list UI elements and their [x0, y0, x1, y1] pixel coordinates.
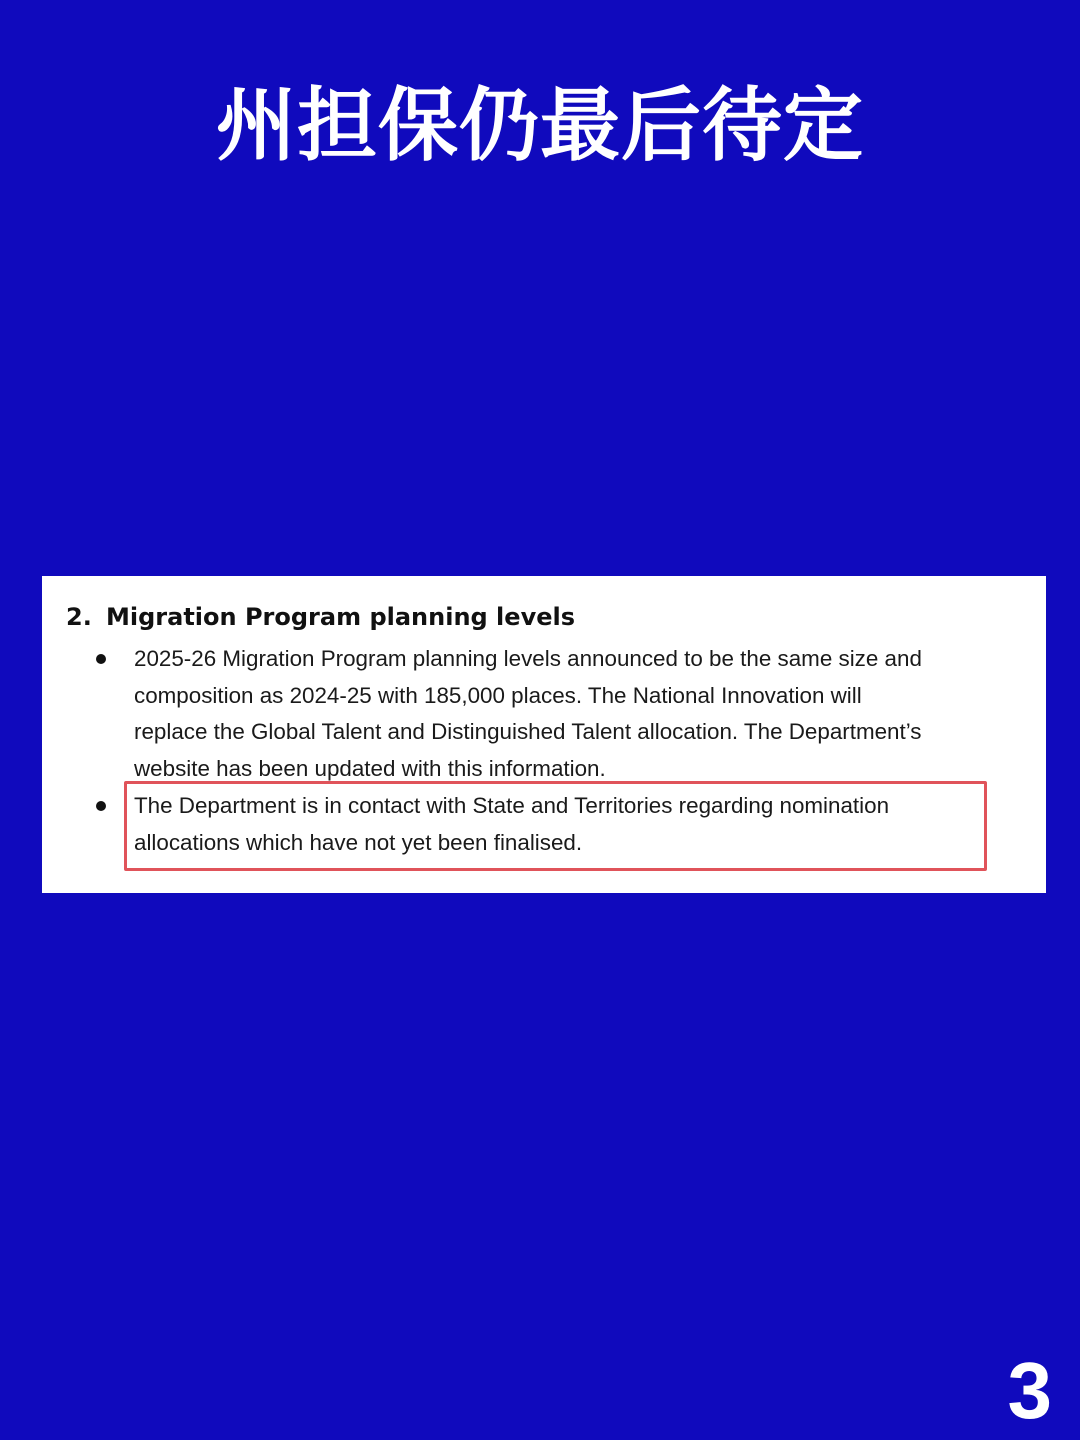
page-number: 3 — [1007, 1346, 1052, 1435]
list-item-line: composition as 2024-25 with 185,000 places. The National Innovation will — [134, 682, 862, 708]
list-item-line: allocations which have not yet been finalised. — [134, 829, 583, 855]
section-number: 2. — [66, 603, 92, 631]
document-excerpt — [42, 576, 1046, 893]
section-title: Migration Program planning levels — [106, 603, 575, 631]
list-item-line: The Department is in contact with State and Territories regarding nomination — [134, 793, 890, 818]
list-item — [134, 641, 922, 787]
bullet-dot-icon — [96, 654, 106, 664]
page-title: 州担保仍最后待定 — [216, 79, 864, 172]
highlight-box — [124, 781, 987, 871]
list-item-line: 2025-26 Migration Program planning levels announced to be the same size and — [134, 646, 922, 671]
section-heading — [66, 600, 575, 634]
bullet-dot-icon — [96, 801, 106, 811]
list-item-line: website has been updated with this information. — [134, 755, 606, 781]
list-item-line: replace the Global Talent and Distinguished Talent allocation. The Department’s — [134, 719, 922, 744]
